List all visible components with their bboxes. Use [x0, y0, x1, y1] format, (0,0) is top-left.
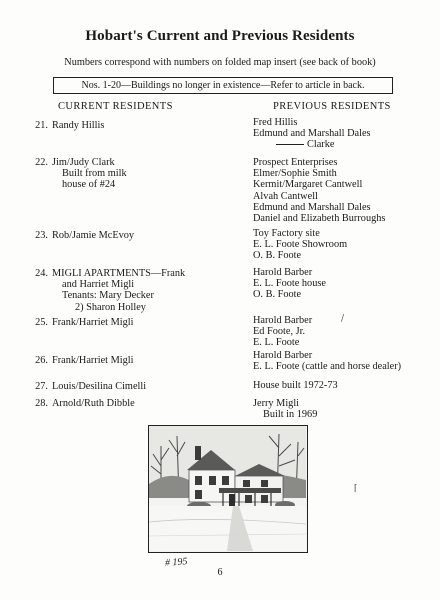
current-line: Louis/Desilina Cimelli	[52, 381, 147, 392]
current-residents	[52, 268, 257, 313]
house-photograph	[148, 425, 308, 553]
current-residents	[52, 381, 257, 392]
previous-line: Harold Barber	[253, 267, 313, 278]
current-residents	[52, 317, 257, 328]
previous-line: O. B. Foote	[253, 289, 302, 301]
entry-number: 24.	[35, 268, 48, 279]
current-residents	[52, 157, 257, 191]
entry-number: 26.	[35, 355, 48, 366]
stray-mark: ⌈	[354, 484, 358, 494]
current-line: and Harriet Migli	[62, 279, 135, 291]
current-line: Tenants: Mary Decker	[62, 290, 154, 302]
entry-number: 28.	[35, 398, 48, 409]
previous-line: E. L. Foote (cattle and horse dealer)	[253, 361, 402, 373]
previous-line: Ed Foote, Jr.	[253, 326, 306, 338]
previous-residents	[253, 380, 440, 391]
entry-number: 22.	[35, 157, 48, 168]
page-subtitle: Numbers correspond with numbers on folded map insert (see back of book)	[64, 57, 376, 68]
house-illustration	[149, 426, 306, 551]
previous-line: Harold Barber	[253, 315, 313, 326]
current-line: Frank/Harriet Migli	[52, 355, 134, 366]
previous-line: Prospect Enterprises	[253, 157, 338, 168]
previous-residents	[253, 157, 440, 224]
current-line: MIGLI APARTMENTS—Frank	[52, 268, 186, 279]
previous-residents	[253, 315, 440, 349]
entry-number: 25.	[35, 317, 48, 328]
previous-line-text: Clarke	[307, 139, 335, 151]
entry-number: 27.	[35, 381, 48, 392]
previous-line: E. L. Foote house	[253, 278, 326, 290]
previous-residents	[253, 267, 440, 301]
entry-number: 23.	[35, 230, 48, 241]
entry-number: 21.	[35, 120, 48, 131]
previous-line: E. L. Foote Showroom	[253, 239, 348, 251]
previous-residents	[253, 117, 440, 151]
current-line: Rob/Jamie McEvoy	[52, 230, 135, 241]
current-line: Jim/Judy Clark	[52, 157, 115, 168]
previous-line: Fred Hillis	[253, 117, 298, 128]
current-line: Arnold/Ruth Dibble	[52, 398, 135, 409]
current-residents	[52, 398, 257, 409]
current-residents	[52, 355, 257, 366]
blank-line	[276, 144, 304, 145]
previous-line: Edmund and Marshall Dales	[253, 201, 371, 213]
stray-mark: /	[341, 314, 345, 324]
current-line: house of #24	[62, 179, 116, 191]
previous-line: Jerry Migli	[253, 398, 300, 409]
previous-line: Toy Factory site	[253, 228, 320, 239]
current-line: 2) Sharon Holley	[75, 301, 146, 313]
current-line: Built from milk	[62, 168, 127, 180]
current-residents-heading: CURRENT RESIDENTS	[58, 101, 173, 112]
previous-line: House built 1972-73	[253, 380, 338, 391]
previous-residents-heading: PREVIOUS RESIDENTS	[273, 101, 391, 112]
previous-line: Harold Barber	[253, 350, 313, 361]
previous-line: O. B. Foote	[253, 250, 302, 262]
previous-line: Elmer/Sophie Smith	[253, 168, 337, 180]
previous-residents	[253, 228, 440, 262]
photo-caption: # 195	[164, 556, 188, 569]
page-title: Hobart's Current and Previous Residents	[85, 28, 355, 44]
previous-line	[253, 139, 440, 150]
previous-line: Kermit/Margaret Cantwell	[253, 179, 363, 191]
current-line: Randy Hillis	[52, 120, 105, 131]
previous-line: Daniel and Elizabeth Burroughs	[253, 213, 386, 225]
current-residents	[52, 120, 257, 131]
notice-box: Nos. 1-20—Buildings no longer in existence—Refer to article in back.	[53, 77, 393, 94]
page-number: 6	[217, 567, 223, 578]
current-line: Frank/Harriet Migli	[52, 317, 134, 328]
previous-line: E. L. Foote	[253, 337, 300, 349]
current-residents	[52, 230, 257, 241]
previous-line: Built in 1969	[263, 409, 318, 421]
previous-line: Edmund and Marshall Dales	[253, 128, 371, 140]
previous-line: Alvah Cantwell	[253, 190, 318, 202]
previous-residents	[253, 398, 440, 420]
previous-residents	[253, 350, 440, 372]
